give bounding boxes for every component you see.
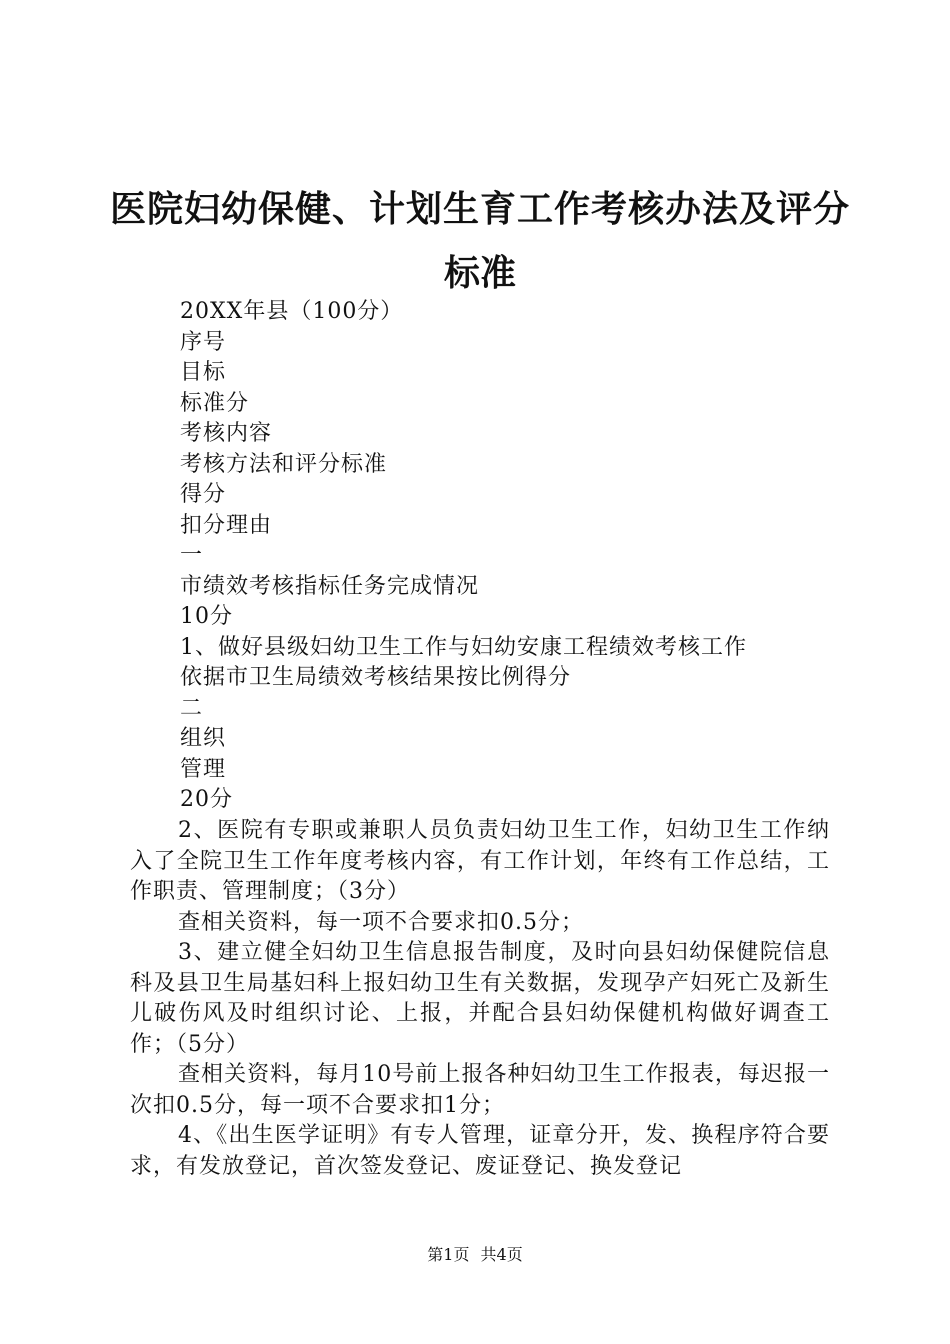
year-score-line: 20XX年县（100分）: [180, 299, 404, 324]
header-assessment-method: 考核方法和评分标准: [180, 452, 388, 477]
header-assessment-content: 考核内容: [180, 421, 273, 446]
header-standard-score: 标准分: [180, 391, 250, 416]
item-1-content: 1、做好县级妇幼卫生工作与妇幼安康工程绩效考核工作: [180, 635, 747, 660]
item-3-content: 3、建立健全妇幼卫生信息报告制度，及时向县妇幼保健院信息科及县卫生局基妇科上报妇幼卫生有关数据，发现孕产妇死亡及新生儿破伤风及时组织讨论、上报，并配合县妇幼保健机构做好调查工作；（5分）: [130, 940, 830, 1057]
header-deduction-reason: 扣分理由: [180, 513, 273, 538]
section-number-2: 二: [180, 696, 204, 721]
document-title-line-1: 医院妇幼保健、计划生育工作考核办法及评分: [110, 189, 851, 230]
page-number: 第1页: [427, 1245, 470, 1264]
item-3-method: 查相关资料，每月10号前上报各种妇幼卫生工作报表，每迟报一次扣0.5分，每一项不合要求扣1分；: [130, 1062, 830, 1118]
header-target: 目标: [180, 360, 227, 385]
item-4-content: 4、《出生医学证明》有专人管理，证章分开，发、换程序符合要求，有发放登记，首次签发登记、废证登记、换发登记: [130, 1123, 830, 1179]
page-footer: [0, 1243, 950, 1267]
section-2-target-part-2: 管理: [180, 757, 227, 782]
header-serial-number: 序号: [180, 330, 227, 355]
page-total: 共4页: [480, 1245, 523, 1264]
item-2-method: 查相关资料，每一项不合要求扣0.5分；: [178, 910, 584, 935]
item-1-method: 依据市卫生局绩效考核结果按比例得分: [180, 665, 572, 690]
section-number-1: 一: [180, 543, 204, 568]
section-1-score: 10分: [180, 604, 233, 629]
section-2-score: 20分: [180, 787, 233, 812]
item-2-content: 2、医院有专职或兼职人员负责妇幼卫生工作，妇幼卫生工作纳入了全院卫生工作年度考核内容，有工作计划，年终有工作总结，工作职责、管理制度；（3分）: [130, 818, 830, 904]
document-title-line-2: 标准: [443, 253, 516, 294]
section-1-target: 市绩效考核指标任务完成情况: [180, 574, 480, 599]
header-score: 得分: [180, 482, 227, 507]
section-2-target-part-1: 组织: [180, 726, 227, 751]
